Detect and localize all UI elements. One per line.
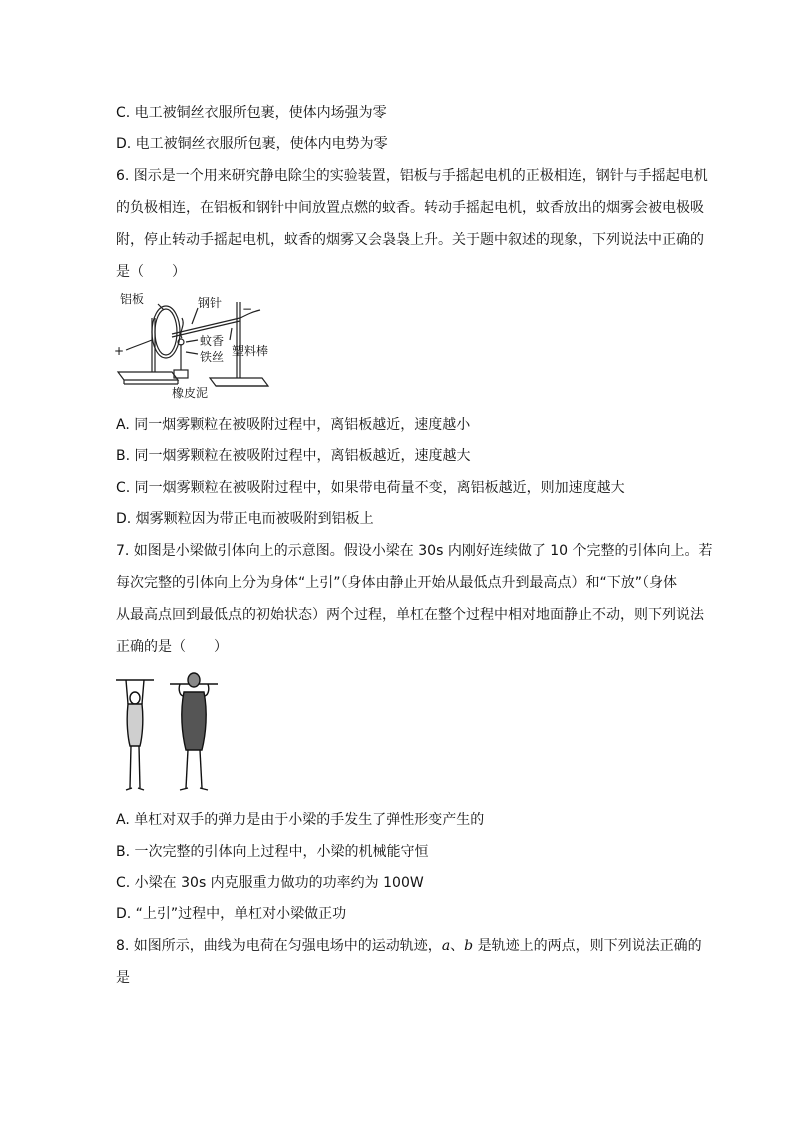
- label-aluminum-plate: 铝板: [120, 292, 145, 306]
- q8-text-post: 是轨迹上的两点，则下列说法正确的: [473, 938, 702, 954]
- q8-text-pre: 8. 如图所示，曲线为电荷在匀强电场中的运动轨迹，: [116, 938, 442, 954]
- q7-option-b: B. 一次完整的引体向上过程中，小梁的机械能守恒: [116, 844, 429, 860]
- q8-point-a: a: [441, 938, 451, 954]
- q7-stem-line-4: 正确的是（ ）: [116, 639, 228, 655]
- q6-stem-line-1: 6. 图示是一个用来研究静电除尘的实验装置，铝板与手摇起电机的正极相连，钢针与手摇起电机: [116, 168, 708, 184]
- label-iron-wire: 铁丝: [200, 350, 225, 364]
- q6-stem-line-4: 是（ ）: [116, 264, 186, 280]
- q8-stem-line-1: [116, 930, 706, 962]
- q6-option-d: D. 烟雾颗粒因为带正电而被吸附到铝板上: [116, 511, 374, 527]
- q8-point-b: b: [464, 938, 474, 954]
- label-plastic-rod: 塑料棒: [232, 344, 269, 358]
- q7-stem-line-1: 7. 如图是小梁做引体向上的示意图。假设小梁在 30s 内刚好连续做了 10 个完整的引体向上。若: [116, 543, 713, 559]
- q5-option-d: D. 电工被铜丝衣服所包裹，使体内电势为零: [116, 136, 388, 152]
- label-minus-sign: −: [242, 302, 253, 316]
- q6-option-b: B. 同一烟雾颗粒在被吸附过程中，离铝板越近，速度越大: [116, 448, 471, 464]
- label-mosquito-coil: 蚊香: [200, 334, 225, 348]
- q6-stem-line-3: 附，停止转动手摇起电机，蚊香的烟雾又会袅袅上升。关于题中叙述的现象，下列说法中正确的: [116, 232, 704, 248]
- q7-option-a: A. 单杠对双手的弹力是由于小梁的手发生了弹性形变产生的: [116, 812, 485, 828]
- pullup-drawing: [114, 672, 224, 794]
- label-plus-sign: +: [114, 344, 125, 358]
- q6-stem-line-2: 的负极相连，在铝板和钢针中间放置点燃的蚊香。转动手摇起电机，蚊香放出的烟雾会被电极吸: [116, 200, 704, 216]
- q7-stem-line-2: 每次完整的引体向上分为身体“上引”（身体由静止开始从最低点升到最高点）和“下放”（身体: [116, 575, 678, 591]
- q8-stem-line-2: 是: [116, 970, 130, 986]
- label-putty: 橡皮泥: [172, 386, 209, 400]
- q7-stem-line-3: 从最高点回到最低点的初始状态）两个过程，单杠在整个过程中相对地面静止不动，则下列说法: [116, 607, 704, 623]
- q8-sep: 、: [450, 938, 465, 954]
- q6-option-c: C. 同一烟雾颗粒在被吸附过程中，如果带电荷量不变，离铝板越近，则加速度越大: [116, 480, 625, 496]
- q7-option-d: D. “上引”过程中，单杠对小梁做正功: [116, 906, 347, 922]
- q7-stem: [116, 535, 713, 663]
- q7-option-c: C. 小梁在 30s 内克服重力做功的功率约为 100W: [116, 875, 424, 891]
- q6-apparatus-figure: [112, 288, 282, 400]
- q5-option-c: C. 电工被铜丝衣服所包裹，使体内场强为零: [116, 105, 387, 121]
- q6-option-a: A. 同一烟雾颗粒在被吸附过程中，离铝板越近，速度越小: [116, 417, 471, 433]
- q6-stem: [116, 160, 706, 288]
- label-steel-needle: 钢针: [198, 296, 223, 310]
- q7-pullup-figure: [114, 672, 224, 794]
- q8-stem: [116, 930, 706, 994]
